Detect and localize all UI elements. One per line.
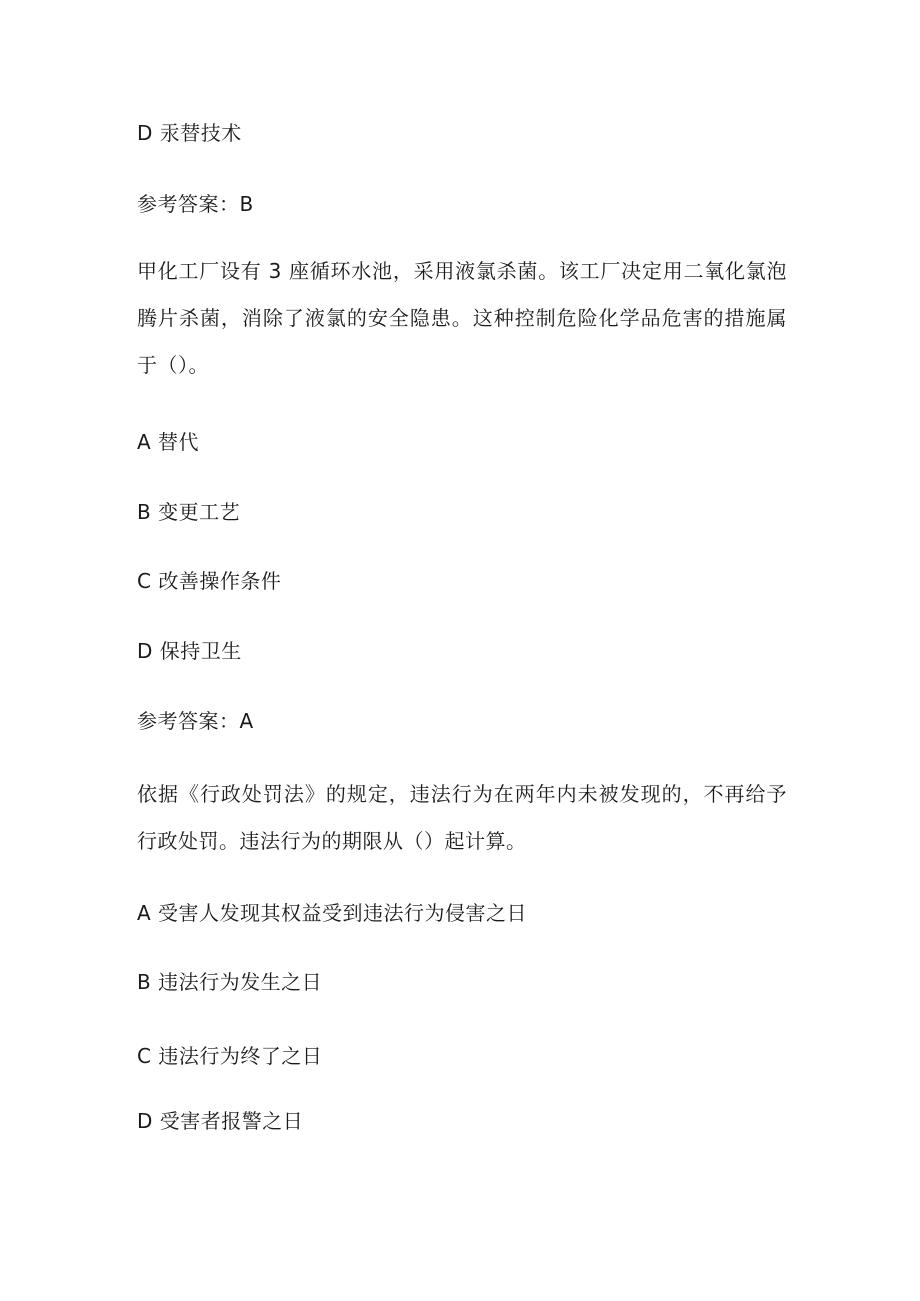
option-a-replace: A 替代	[137, 430, 200, 454]
option-d-hygiene: D 保持卫生	[137, 639, 242, 663]
option-b-process: B 变更工艺	[137, 500, 241, 524]
option-d-previous: D 汞替技术	[137, 121, 242, 145]
option-b-occurrence-date: B 违法行为发生之日	[137, 970, 323, 994]
answer-chemical-control: 参考答案：A	[137, 709, 254, 733]
option-c-termination-date: C 违法行为终了之日	[137, 1044, 323, 1068]
option-c-conditions: C 改善操作条件	[137, 569, 282, 593]
answer-previous: 参考答案：B	[137, 192, 254, 216]
option-d-report-date: D 受害者报警之日	[137, 1109, 304, 1133]
option-a-victim-discovery: A 受害人发现其权益受到违法行为侵害之日	[137, 901, 528, 925]
question-chemical-control: 甲化工厂设有 3 座循环水池，采用液氯杀菌。该工厂决定用二氧化氯泡腾片杀菌，消除了液氯的安全隐患。这种控制危险化学品危害的措施属于（）。	[137, 259, 787, 377]
question-administrative-penalty: 依据《行政处罚法》的规定，违法行为在两年内未被发现的，不再给予行政处罚。违法行为的期限从（）起计算。	[137, 782, 787, 853]
